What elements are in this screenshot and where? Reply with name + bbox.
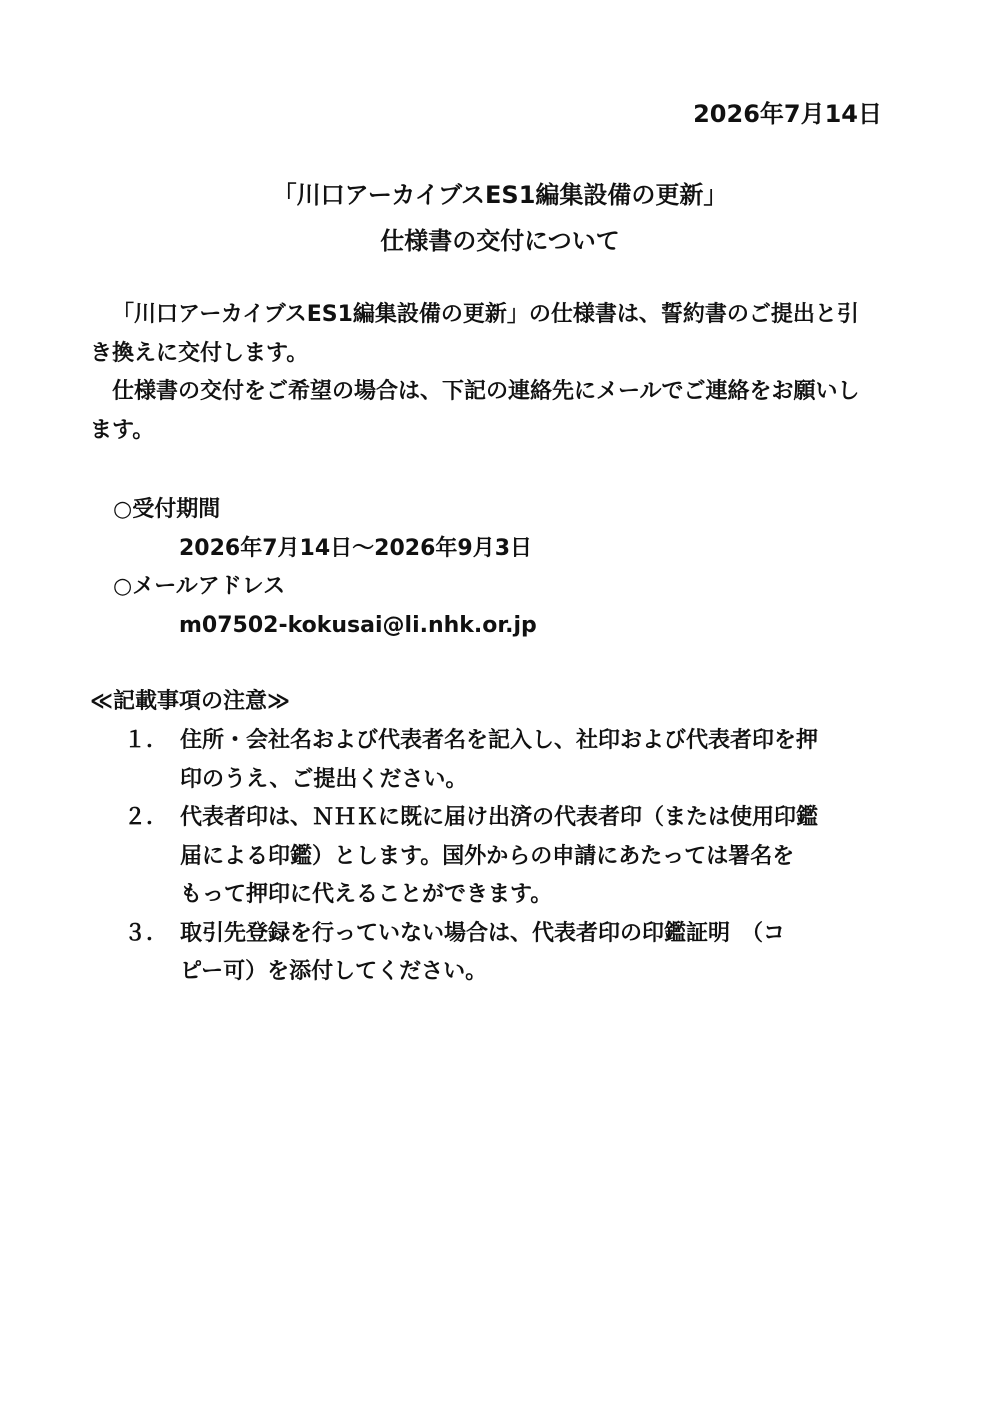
note-text-line: 届による印鑑）とします。国外からの申請にあたっては署名を [180, 843, 795, 869]
email-section [113, 568, 537, 645]
note-text-line: もって押印に代えることができます。 [180, 882, 553, 907]
body-paragraph-2: 仕様書の交付をご希望の場合は、下記の連絡先にメールでご連絡をお願いします。 [90, 379, 860, 443]
reception-period-label: ○受付期間 [113, 497, 221, 522]
document-date: 2026年7月14日 [693, 100, 882, 128]
notes-list [124, 722, 864, 992]
body-text [90, 296, 880, 450]
note-text-line: 取引先登録を行っていない場合は、代表者印の印鑑証明 （コ [180, 920, 786, 946]
note-item [124, 915, 864, 992]
note-text-line: ピー可）を添付してください。 [180, 959, 488, 984]
body-paragraph-1: 「川口アーカイブスES1編集設備の更新」の仕様書は、誓約書のご提出と引き換えに交付します。 [90, 302, 859, 366]
email-address[interactable]: m07502-kokusai@li.nhk.or.jp [179, 612, 537, 638]
notes-heading: ≪記載事項の注意≫ [90, 689, 291, 714]
title-line-1: 「川口アーカイブスES1編集設備の更新」 [272, 181, 728, 209]
note-text-line: 印のうえ、ご提出ください。 [180, 766, 468, 792]
note-item [124, 722, 864, 799]
reception-period-section [113, 491, 532, 568]
reception-period-value: 2026年7月14日～2026年9月3日 [179, 535, 532, 561]
note-number: ２． [124, 805, 169, 830]
note-number: １． [124, 728, 169, 753]
note-item [124, 799, 864, 915]
email-label: ○メールアドレス [113, 574, 286, 599]
document-title [0, 172, 1000, 264]
note-text-line: 代表者印は、ＮＨＫに既に届け出済の代表者印（または使用印鑑 [180, 805, 819, 830]
note-text-line: 住所・会社名および代表者名を記入し、社印および代表者印を押 [180, 728, 819, 753]
title-line-2: 仕様書の交付について [380, 227, 620, 255]
note-number: ３． [124, 920, 169, 946]
